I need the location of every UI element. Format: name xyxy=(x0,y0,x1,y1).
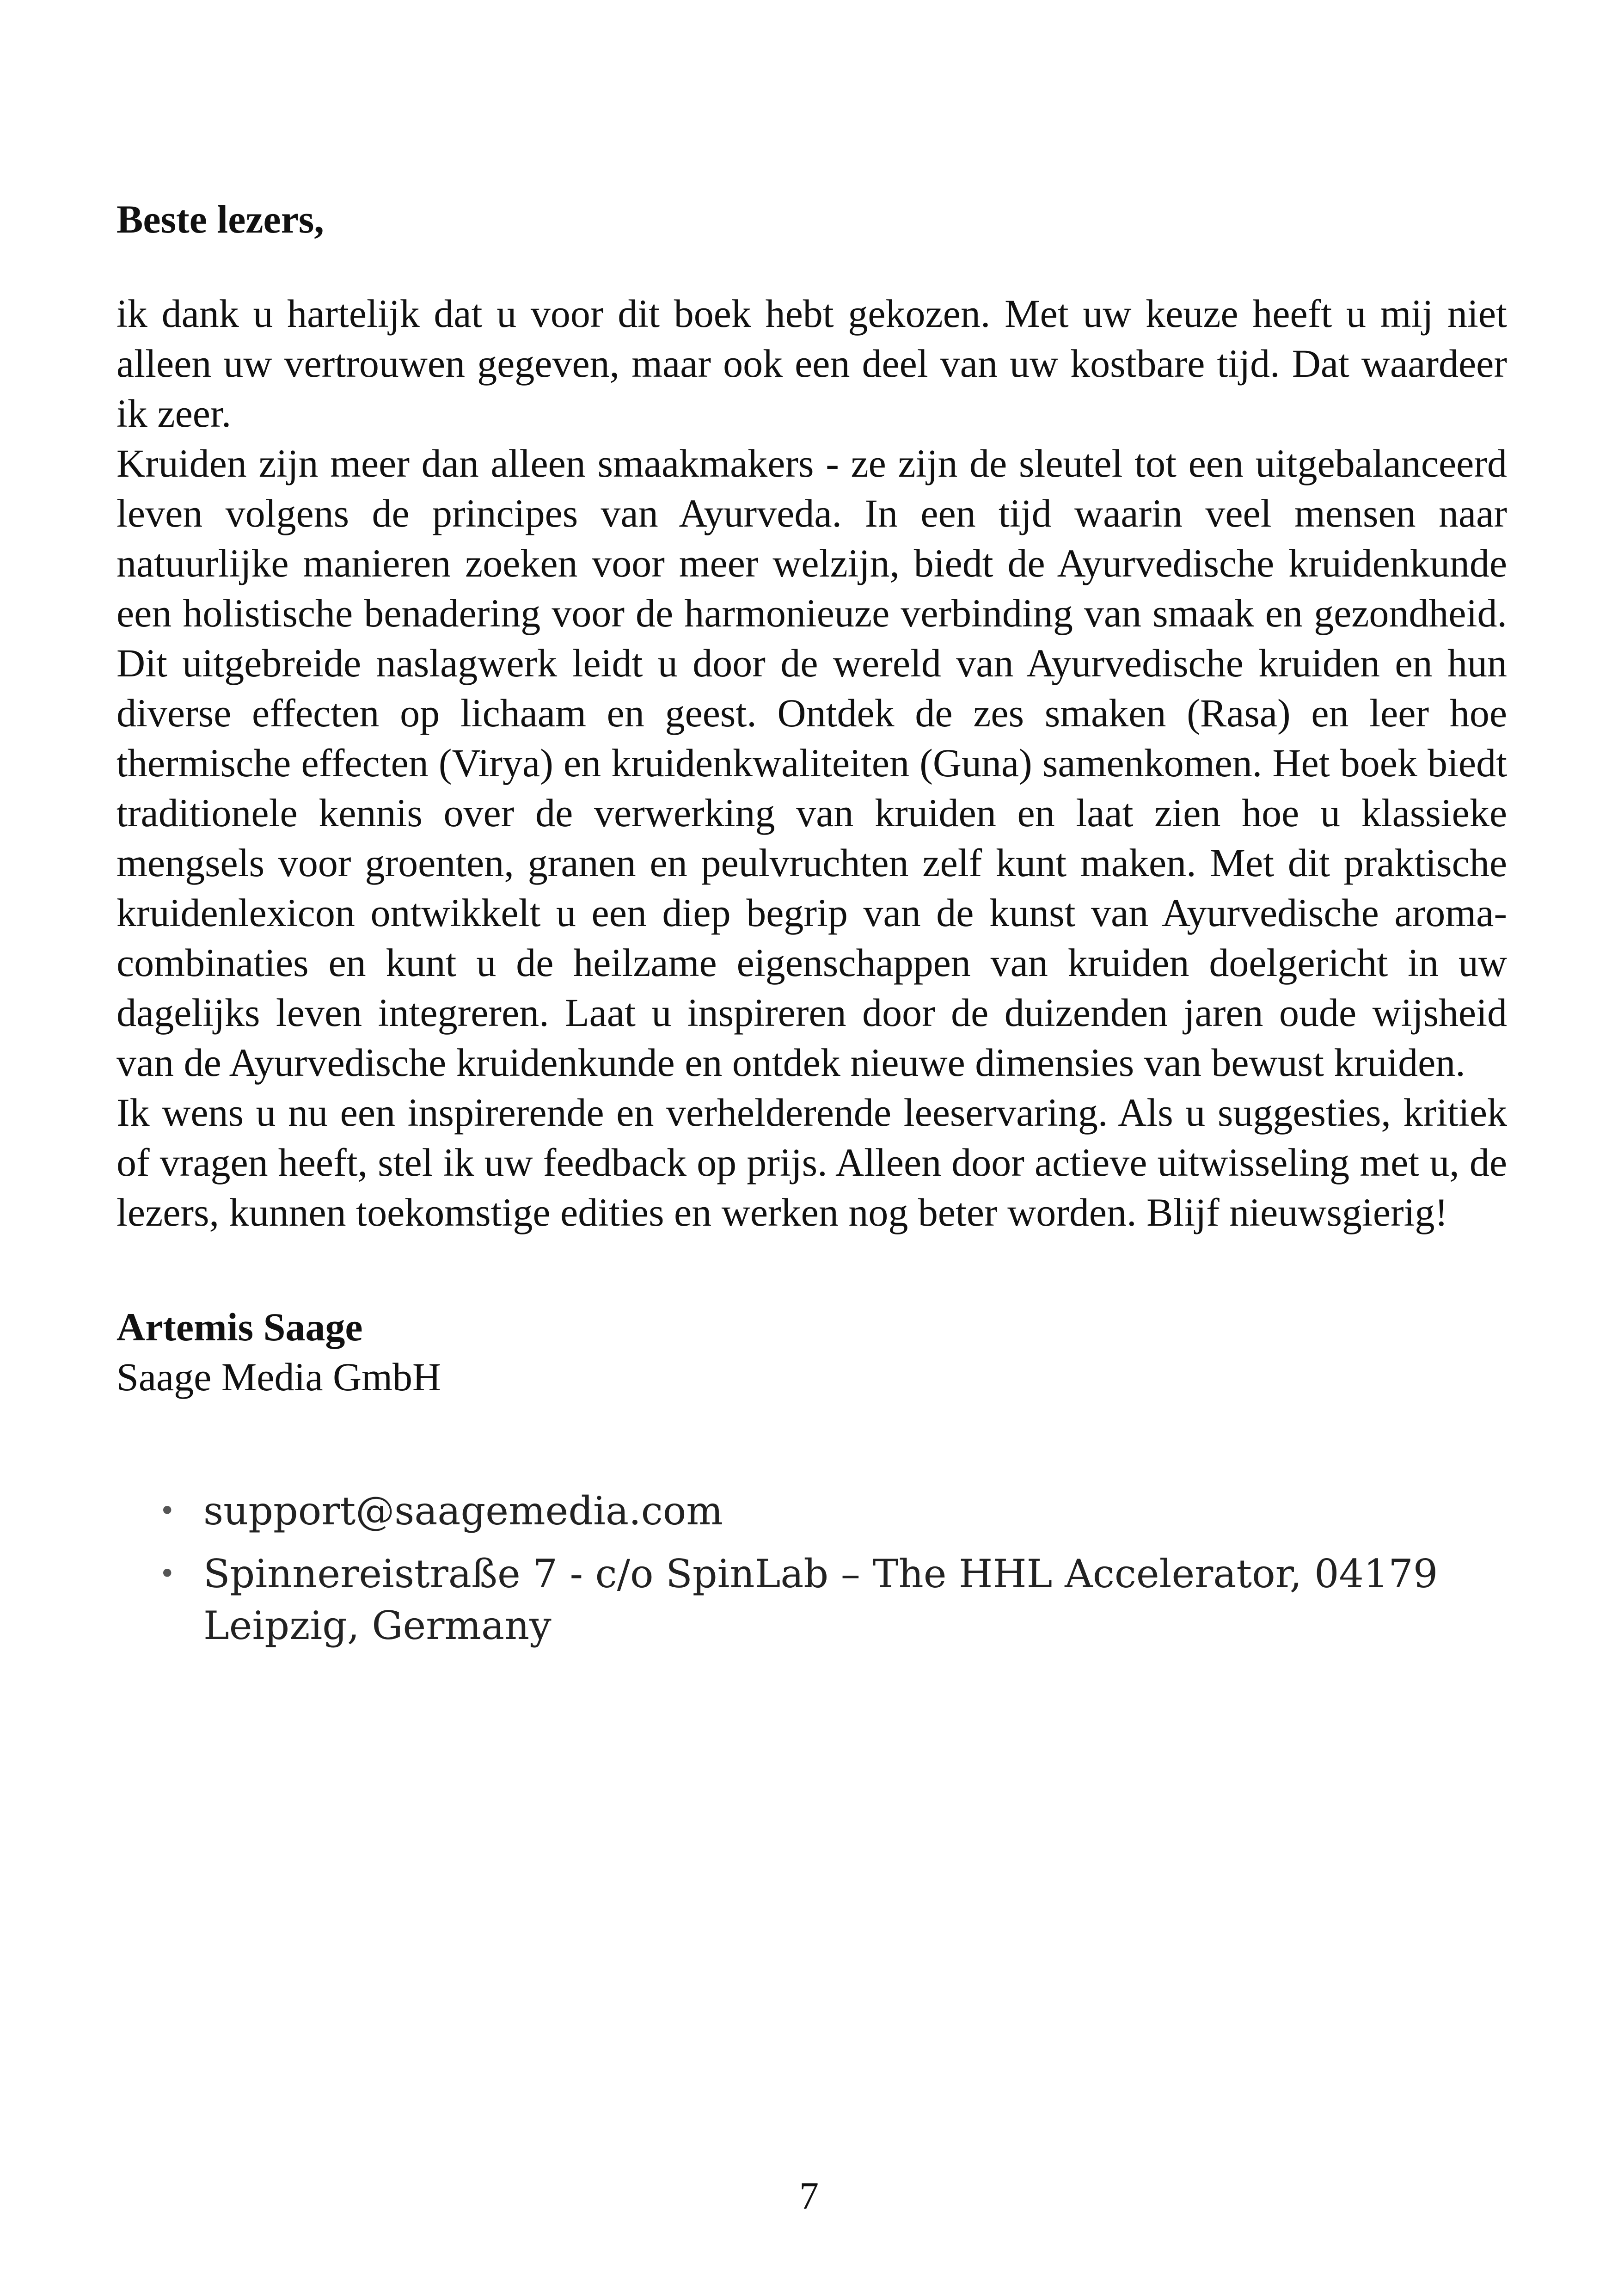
letter-body xyxy=(116,289,1507,1237)
signature-company: Saage Media GmbH xyxy=(116,1355,441,1399)
bullet-icon: • xyxy=(159,1558,176,1590)
contact-list xyxy=(116,1485,1507,1651)
bullet-icon: • xyxy=(159,1495,176,1527)
signature-block xyxy=(116,1302,1507,1402)
signature-name: Artemis Saage xyxy=(116,1305,363,1349)
salutation: Beste lezers, xyxy=(116,197,324,241)
letter-page xyxy=(116,194,1507,1663)
paragraph-main: Kruiden zijn meer dan alleen smaakmakers - ze zijn de sleutel tot een uitgebalanceerd leven volgens de principes van Ayurveda. In een tijd waarin veel mensen naar natuurlijke manieren zoeken voor meer welzijn, biedt de Ayurvedische kruidenkunde een holistische benadering voor de harmonieuze verbinding van smaak en gezondheid. Dit uitgebreide naslagwerk leidt u door de wereld van Ayurvedische kruiden en hun diverse effecten op lichaam en geest. Ontdek de zes smaken (Rasa) en leer hoe thermische effecten (Virya) en kruidenkwaliteiten (Guna) samenkomen. Het boek biedt traditionele kennis over de verwerking van kruiden en laat zien hoe u klassieke mengsels voor groenten, granen en peulvruchten zelf kunt maken. Met dit praktische kruidenlexicon ontwikkelt u een diep begrip van de kunst van Ayurvedische aroma-combinaties en kunt u de heilzame eigenschappen van kruiden doelgericht in uw dagelijks leven integreren. Laat u inspireren door de duizenden jaren oude wijsheid van de Ayurvedische kruidenkunde en ontdek nieuwe dimensies van bewust kruiden. xyxy=(116,441,1507,1085)
paragraph-closing: Ik wens u nu een inspirerende en verhelderende leeservaring. Als u suggesties, kritiek of vragen heeft, stel ik uw feedback op prijs. Alleen door actieve uitwisseling met u, de lezers, kunnen toekomstige edities en werken nog beter worden. Blijf nieuwsgierig! xyxy=(116,1090,1507,1234)
contact-address-item xyxy=(159,1548,1452,1651)
page-number: 7 xyxy=(799,2174,819,2217)
contact-email[interactable]: support@saagemedia.com xyxy=(203,1488,723,1534)
contact-email-item xyxy=(159,1485,1452,1537)
contact-address: Spinnereistraße 7 - c/o SpinLab – The HHL Accelerator, 04179 Leipzig, Germany xyxy=(203,1551,1438,1648)
paragraph-intro: ik dank u hartelijk dat u voor dit boek hebt gekozen. Met uw keuze heeft u mij niet alleen uw vertrouwen gegeven, maar ook een deel van uw kostbare tijd. Dat waardeer ik zeer. xyxy=(116,291,1507,436)
